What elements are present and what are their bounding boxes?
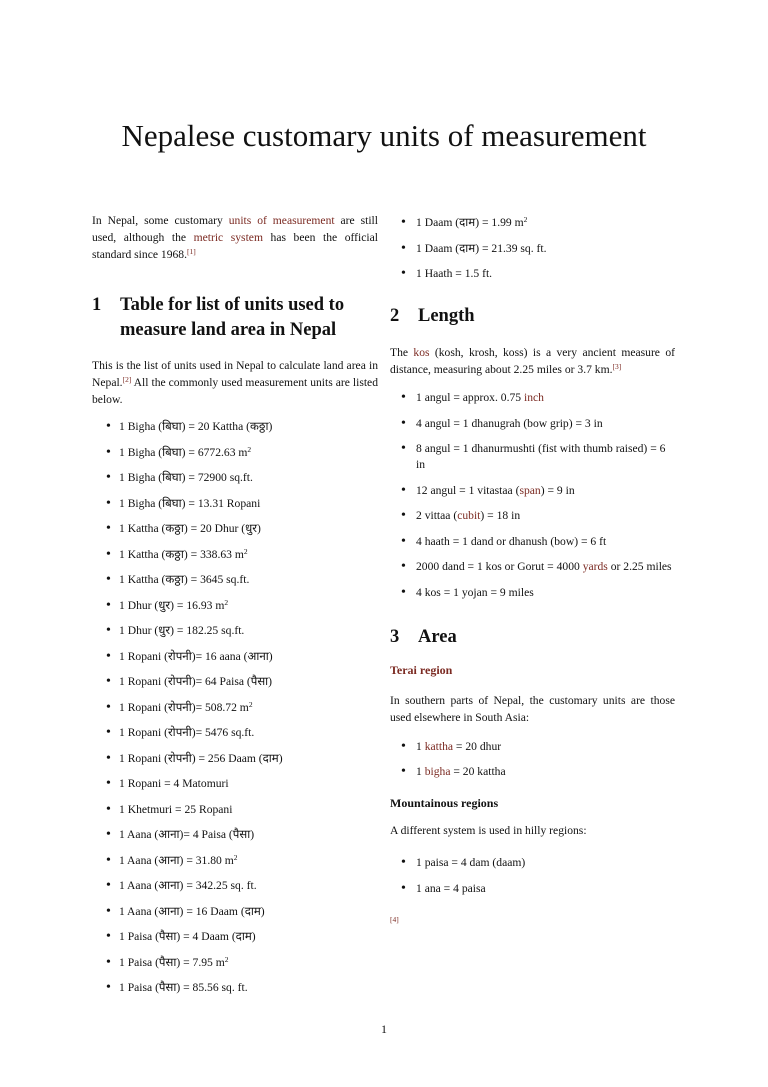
list-item-text: 1 Paisa (पैसा) = 7.95 m	[119, 955, 225, 969]
list-item	[92, 776, 378, 792]
list-item-text: 1 Ropani (रोपनी) = 256 Daam (दाम)	[119, 751, 283, 765]
list-item	[92, 445, 378, 461]
citation-1-link[interactable]: [1]	[186, 247, 196, 256]
section-1-title: Table for list of units used to measure land area in Nepal	[120, 295, 345, 340]
list-item-text: 1 Aana (आना)= 4 Paisa (पैसा)	[119, 828, 255, 841]
list-item	[390, 390, 675, 406]
list-item	[390, 881, 675, 897]
list-item-text: 1 Aana (आना) = 16 Daam (दाम)	[119, 904, 265, 918]
list-item	[390, 508, 675, 524]
list-item	[92, 725, 378, 741]
list-item	[92, 955, 378, 971]
list-item	[390, 855, 675, 871]
intro-text-2: are still used, although the	[92, 214, 378, 244]
section-1-desc-text-1: This is the list of units used in Nepal to calculate land area in Nepal.	[92, 359, 378, 389]
list-item-link[interactable]: bigha	[424, 765, 451, 778]
list-item-text: 2 vittaa (	[416, 509, 458, 522]
section-2-text-2: (kosh, krosh, koss) is a very ancient measure of distance, measuring about 2.25 miles or 3.7 km.	[390, 346, 675, 376]
list-item-text: 4 haath = 1 dand or dhanush (bow) = 6 ft	[416, 534, 607, 548]
page-title: Nepalese customary units of measurement	[121, 118, 647, 153]
list-item	[390, 534, 675, 550]
list-item	[390, 585, 675, 601]
list-item-link[interactable]: inch	[523, 391, 544, 404]
mountain-units-list	[390, 855, 675, 897]
list-item	[390, 483, 675, 499]
list-item-text: 1 Bigha (बिघा) = 72900 sq.ft.	[119, 471, 253, 484]
list-item	[92, 802, 378, 818]
intro-text-1: In Nepal, some customary	[92, 214, 229, 227]
list-item-text: 1 Haath = 1.5 ft.	[416, 267, 493, 280]
list-item-text: 1	[416, 739, 425, 753]
list-item	[92, 674, 378, 690]
list-item-text: 1 Kattha (कठ्ठा) = 3645 sq.ft.	[119, 573, 250, 586]
list-item	[390, 559, 675, 575]
list-item-text: 1 paisa = 4 dam (daam)	[416, 856, 526, 869]
list-item	[92, 572, 378, 588]
mountainous-regions-heading: Mountainous regions	[390, 796, 499, 810]
section-3-heading	[390, 625, 675, 650]
list-item	[92, 751, 378, 767]
list-item-link[interactable]: yards	[582, 560, 608, 573]
list-item	[92, 419, 378, 435]
section-3-number: 3	[390, 626, 400, 647]
list-item-text: 1 Aana (आना) = 31.80 m	[119, 853, 234, 867]
terai-region-heading: Terai region	[390, 662, 453, 677]
superscript: 2	[523, 215, 528, 224]
list-item	[92, 827, 378, 843]
section-1-heading	[92, 293, 378, 343]
list-item-text: 4 kos = 1 yojan = 9 miles	[416, 585, 534, 599]
section-1-desc-text-2: All the commonly used measurement units are listed below.	[92, 376, 378, 406]
list-item-text: or 2.25 miles	[607, 560, 672, 573]
superscript: 2	[243, 546, 248, 556]
list-item-text: 1 Ropani (रोपनी)= 64 Paisa (पैसा)	[119, 675, 273, 688]
list-item	[92, 598, 378, 614]
list-item-text: 1 Daam (दाम) = 21.39 sq. ft.	[416, 241, 547, 255]
list-item	[390, 416, 675, 432]
list-item-text: 1 Ropani (रोपनी)= 508.72 m	[119, 700, 249, 714]
superscript: 2	[247, 444, 252, 454]
left-column	[92, 212, 378, 1006]
section-1-description	[92, 357, 378, 408]
list-item-text: ) = 9 in	[540, 483, 575, 497]
list-item	[92, 521, 378, 537]
list-item	[92, 929, 378, 945]
list-item-text: 1 Ropani (रोपनी)= 5476 sq.ft.	[119, 726, 255, 739]
section-2-title: Length	[418, 306, 475, 326]
terai-region-text: In southern parts of Nepal, the customary units are those used elsewhere in South Asia:	[390, 693, 675, 724]
list-item-text: = 20 dhur	[453, 739, 502, 753]
metric-system-link[interactable]: metric system	[193, 231, 263, 244]
list-item	[92, 623, 378, 639]
section-2-paragraph	[390, 344, 675, 378]
list-item-text: ) = 18 in	[480, 509, 521, 522]
page-number: 1	[381, 1022, 387, 1036]
right-column	[390, 212, 675, 924]
list-item	[390, 441, 675, 473]
list-item	[92, 980, 378, 996]
section-1-number: 1	[92, 295, 102, 315]
section-2-heading	[390, 304, 675, 329]
units-of-measurement-link[interactable]: units of measurement	[228, 214, 335, 227]
list-item	[92, 496, 378, 512]
list-item	[92, 878, 378, 894]
citation-4-link[interactable]: [4]	[390, 914, 399, 924]
list-item	[390, 241, 675, 257]
kos-link[interactable]: kos	[413, 346, 430, 359]
intro-text-3: has been the official standard since 1968.	[92, 231, 378, 261]
superscript: 2	[233, 852, 238, 862]
list-item-text: 1 Bigha (बिघा) = 6772.63 m	[119, 445, 248, 459]
list-item-text: 1 Dhur (धुर) = 16.93 m	[119, 598, 225, 612]
list-item-text: 1 Khetmuri = 25 Ropani	[119, 802, 233, 816]
list-item	[390, 764, 675, 780]
list-item	[390, 215, 675, 231]
list-item-text: 1 Paisa (पैसा) = 4 Daam (दाम)	[119, 930, 256, 943]
list-item-text: 1 Daam (दाम) = 1.99 m	[416, 216, 524, 229]
list-item-text: 1 angul = approx. 0.75	[416, 391, 524, 404]
citation-2-link[interactable]: [2]	[122, 375, 132, 384]
list-item	[92, 853, 378, 869]
list-item-text: 1 Kattha (कठ्ठा) = 338.63 m	[119, 547, 244, 561]
list-item-text: 1 Ropani = 4 Matomuri	[119, 777, 229, 790]
list-item-text: 1 Bigha (बिघा) = 13.31 Ropani	[119, 496, 261, 510]
list-item-text: = 20 kattha	[450, 765, 506, 778]
list-item-text: 2000 dand = 1 kos or Gorut = 4000	[416, 560, 583, 573]
list-item-text: 1 Aana (आना) = 342.25 sq. ft.	[119, 879, 257, 892]
daam-units-list	[390, 215, 675, 282]
list-item-text: 1 ana = 4 paisa	[416, 881, 486, 895]
list-item	[92, 700, 378, 716]
terai-units-list	[390, 739, 675, 781]
list-item-text: 1 Paisa (पैसा) = 85.56 sq. ft.	[119, 981, 248, 994]
list-item	[390, 266, 675, 282]
land-units-list	[92, 419, 378, 996]
section-2-number: 2	[390, 306, 400, 326]
list-item	[92, 470, 378, 486]
list-item	[92, 904, 378, 920]
superscript: 2	[224, 954, 229, 964]
list-item-text: 12 angul = 1 vitastaa (	[416, 483, 520, 497]
list-item	[92, 649, 378, 665]
list-item-text: 4 angul = 1 dhanugrah (bow grip) = 3 in	[416, 416, 603, 430]
list-item	[390, 739, 675, 755]
list-item	[92, 547, 378, 563]
list-item-link[interactable]: kattha	[424, 739, 454, 753]
mountainous-regions-text: A different system is used in hilly regions:	[390, 824, 587, 837]
list-item-text: 1 Bigha (बिघा) = 20 Kattha (कठ्ठा)	[119, 420, 273, 433]
list-item-link[interactable]: cubit	[457, 509, 481, 522]
list-item-link[interactable]: span	[519, 483, 541, 497]
section-3-title: Area	[418, 626, 457, 647]
superscript: 2	[224, 597, 229, 607]
list-item-text: 8 angul = 1 dhanurmushti (fist with thumb raised) = 6 in	[416, 442, 666, 471]
length-units-list	[390, 390, 675, 601]
list-item-text: 1	[416, 765, 425, 778]
list-item-text: 1 Dhur (धुर) = 182.25 sq.ft.	[119, 624, 245, 637]
section-2-text-1: The	[390, 346, 414, 359]
list-item-text: 1 Kattha (कठ्ठा) = 20 Dhur (धुर)	[119, 522, 261, 535]
citation-3-link[interactable]: [3]	[612, 362, 622, 371]
superscript: 2	[248, 699, 253, 709]
list-item-text: 1 Ropani (रोपनी)= 16 aana (आना)	[119, 649, 273, 663]
intro-paragraph	[92, 212, 378, 263]
